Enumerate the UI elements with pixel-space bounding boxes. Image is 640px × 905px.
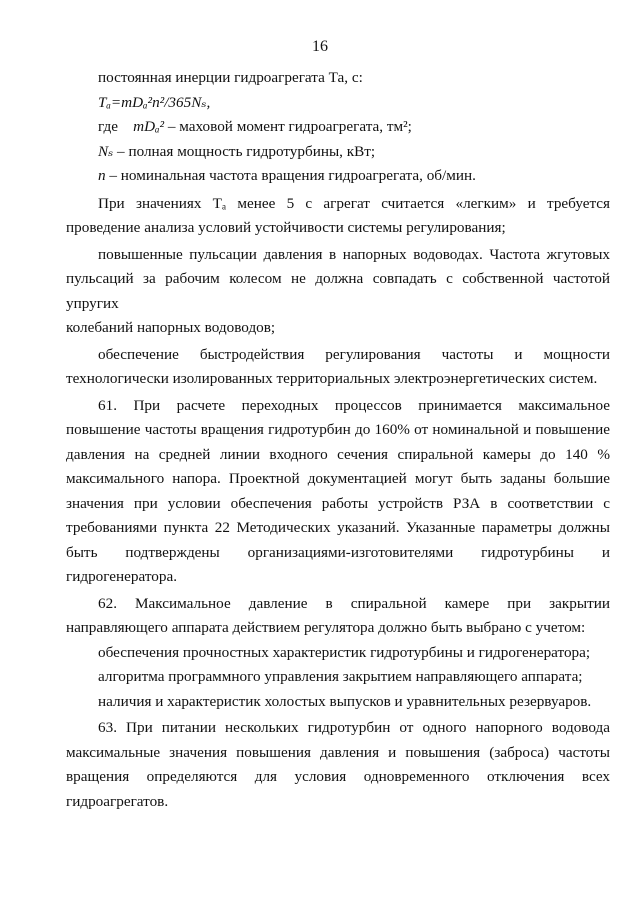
text-span: где bbox=[98, 118, 118, 135]
text-line: технологически изолированных территориальных электроэнергетических систем. bbox=[66, 370, 598, 387]
text-line bbox=[66, 164, 610, 189]
text-line: 62. Максимальное давление в спиральной камере при закрытии bbox=[98, 594, 610, 612]
text-line: обеспечение быстродействия регулирования частоты и мощности bbox=[98, 345, 610, 363]
text-line: быть подтверждены организациями-изготовителями гидротурбины и bbox=[66, 543, 610, 561]
text-line bbox=[66, 115, 610, 140]
text-line: направляющего аппарата действием регулятора должно быть выбрано с учетом: bbox=[66, 619, 586, 636]
text-line: гидрогенератора. bbox=[66, 568, 178, 585]
formula: Tₐ=mDₐ²n²/365Nₛ, bbox=[98, 93, 211, 111]
text-line: постоянная инерции гидроагрегата Та, с: bbox=[98, 69, 363, 86]
formula-span: Nₛ bbox=[98, 142, 114, 160]
text-line: При значениях Tₐ менее 5 с агрегат считается «легким» и требуется bbox=[98, 194, 610, 212]
text-line: максимальные значения повышения давления и повышения (заброса) частоты bbox=[66, 743, 610, 761]
text-line: наличия и характеристик холостых выпусков и уравнительных резервуаров. bbox=[98, 692, 592, 710]
text-line: 61. При расчете переходных процессов принимается максимальное bbox=[98, 396, 610, 414]
formula-span: mDₐ² bbox=[133, 118, 165, 135]
text-line: гидроагрегатов. bbox=[66, 792, 169, 810]
document-body bbox=[66, 66, 610, 814]
text-line: максимального напора. Проектной документацией могут быть заданы большие bbox=[66, 470, 610, 487]
page-number: 16 bbox=[312, 38, 328, 55]
text-line: повышенные пульсации давления в напорных водоводах. Частота жгутовых bbox=[98, 245, 610, 263]
text-line: требованиями пункта 22 Методических указаний. Указанные параметры должны bbox=[66, 519, 610, 536]
text-line: 63. При питании нескольких гидротурбин от одного напорного водовода bbox=[98, 719, 610, 736]
text-line: давления на средней линии входного сечения спиральной камеры до 140 % bbox=[66, 445, 610, 463]
text-line: алгоритма программного управления закрытием направляющего аппарата; bbox=[98, 668, 583, 685]
formula-span: n bbox=[98, 167, 106, 184]
text-line: колебаний напорных водоводов; bbox=[66, 319, 276, 336]
text-line: пульсаций за рабочим колесом не должна совпадать с собственной частотой упругих bbox=[66, 270, 610, 312]
text-line: обеспечения прочностных характеристик гидротурбины и гидрогенератора; bbox=[98, 643, 591, 661]
text-span: – маховой момент гидроагрегата, тм²; bbox=[164, 118, 412, 135]
text-span: – полная мощность гидротурбины, кВт; bbox=[113, 142, 376, 160]
text-line: значения при условии обеспечения работы устройств РЗА в соответствии с bbox=[66, 494, 610, 512]
text-span: – номинальная частота вращения гидроагрегата, об/мин. bbox=[105, 167, 476, 184]
text-line: проведение анализа условий устойчивости системы регулирования; bbox=[66, 219, 506, 236]
text-line: вращения определяются для условия одновременного отключения всех bbox=[66, 768, 610, 785]
text-line: повышение частоты вращения гидротурбин до 160% от номинальной и повышение bbox=[66, 421, 610, 438]
text-line bbox=[66, 140, 610, 165]
